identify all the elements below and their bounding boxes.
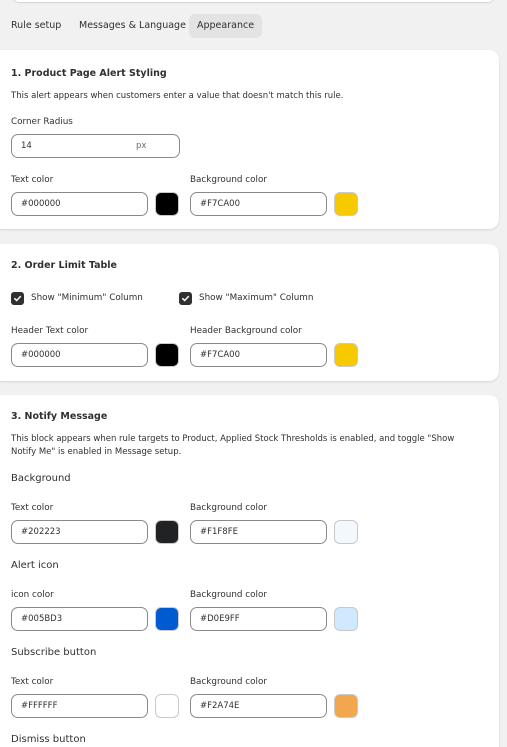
show-maximum-checkbox[interactable] xyxy=(179,292,192,305)
header-text-color-input[interactable] xyxy=(11,343,148,367)
corner-radius-input[interactable] xyxy=(11,134,180,158)
check-icon xyxy=(181,294,190,303)
subscribe-text-color-swatch[interactable] xyxy=(155,694,179,718)
alert-icon-bg-label: Background color xyxy=(190,590,267,600)
corner-radius-label: Corner Radius xyxy=(11,117,73,127)
card-description: This alert appears when customers enter a value that doesn't match this rule. xyxy=(11,91,344,101)
header-text-color-label: Header Text color xyxy=(11,326,89,336)
alert-icon-bg-input[interactable] xyxy=(190,607,327,631)
subscribe-bg-swatch[interactable] xyxy=(334,694,358,718)
background-text-color-swatch[interactable] xyxy=(155,520,179,544)
subscribe-bg-label: Background color xyxy=(190,677,267,687)
alert-icon-color-input[interactable] xyxy=(11,607,148,631)
text-color-input[interactable] xyxy=(11,192,148,216)
text-color-label: Text color xyxy=(11,175,54,185)
text-color-label: Text color xyxy=(11,677,54,687)
show-minimum-checkbox[interactable] xyxy=(11,292,24,305)
header-background-color-input[interactable] xyxy=(190,343,327,367)
check-icon xyxy=(13,294,22,303)
previous-card-edge xyxy=(10,0,497,2)
alert-icon-bg-swatch[interactable] xyxy=(334,607,358,631)
background-color-label: Background color xyxy=(190,175,267,185)
card-title: 1. Product Page Alert Styling xyxy=(11,68,167,79)
tab-appearance[interactable]: Appearance xyxy=(189,14,262,38)
background-color-swatch[interactable] xyxy=(334,192,358,216)
notify-message-card xyxy=(0,395,499,747)
background-color-label: Background color xyxy=(190,503,267,513)
subscribe-text-color-input[interactable] xyxy=(11,694,148,718)
text-color-label: Text color xyxy=(11,503,54,513)
header-text-color-swatch[interactable] xyxy=(155,343,179,367)
alert-icon-heading: Alert icon xyxy=(11,560,59,571)
header-background-color-label: Header Background color xyxy=(190,326,302,336)
background-color-input[interactable] xyxy=(190,192,327,216)
order-limit-table-card xyxy=(0,244,499,381)
show-maximum-label: Show "Maximum" Column xyxy=(199,293,314,303)
background-text-color-input[interactable] xyxy=(11,520,148,544)
header-background-color-swatch[interactable] xyxy=(334,343,358,367)
background-bg-color-input[interactable] xyxy=(190,520,327,544)
card-title: 2. Order Limit Table xyxy=(11,260,118,271)
dismiss-button-heading: Dismiss button xyxy=(11,734,86,745)
card-description: This block appears when rule targets to Product, Applied Stock Thresholds is enabled, and toggle "Show Notify Me" is enabled in Message setup. xyxy=(11,434,455,457)
tab-rule-setup[interactable]: Rule setup xyxy=(11,20,62,31)
corner-radius-field xyxy=(11,134,180,158)
tab-messages-language[interactable]: Messages & Language xyxy=(79,20,186,31)
subscribe-bg-input[interactable] xyxy=(190,694,327,718)
text-color-swatch[interactable] xyxy=(155,192,179,216)
background-bg-color-swatch[interactable] xyxy=(334,520,358,544)
background-heading: Background xyxy=(11,473,71,484)
show-minimum-label: Show "Minimum" Column xyxy=(31,293,143,303)
corner-radius-unit: px xyxy=(136,141,147,151)
subscribe-button-heading: Subscribe button xyxy=(11,647,97,658)
icon-color-label: icon color xyxy=(11,590,54,600)
product-alert-card xyxy=(0,50,499,229)
card-title: 3. Notify Message xyxy=(11,411,108,422)
alert-icon-color-swatch[interactable] xyxy=(155,607,179,631)
